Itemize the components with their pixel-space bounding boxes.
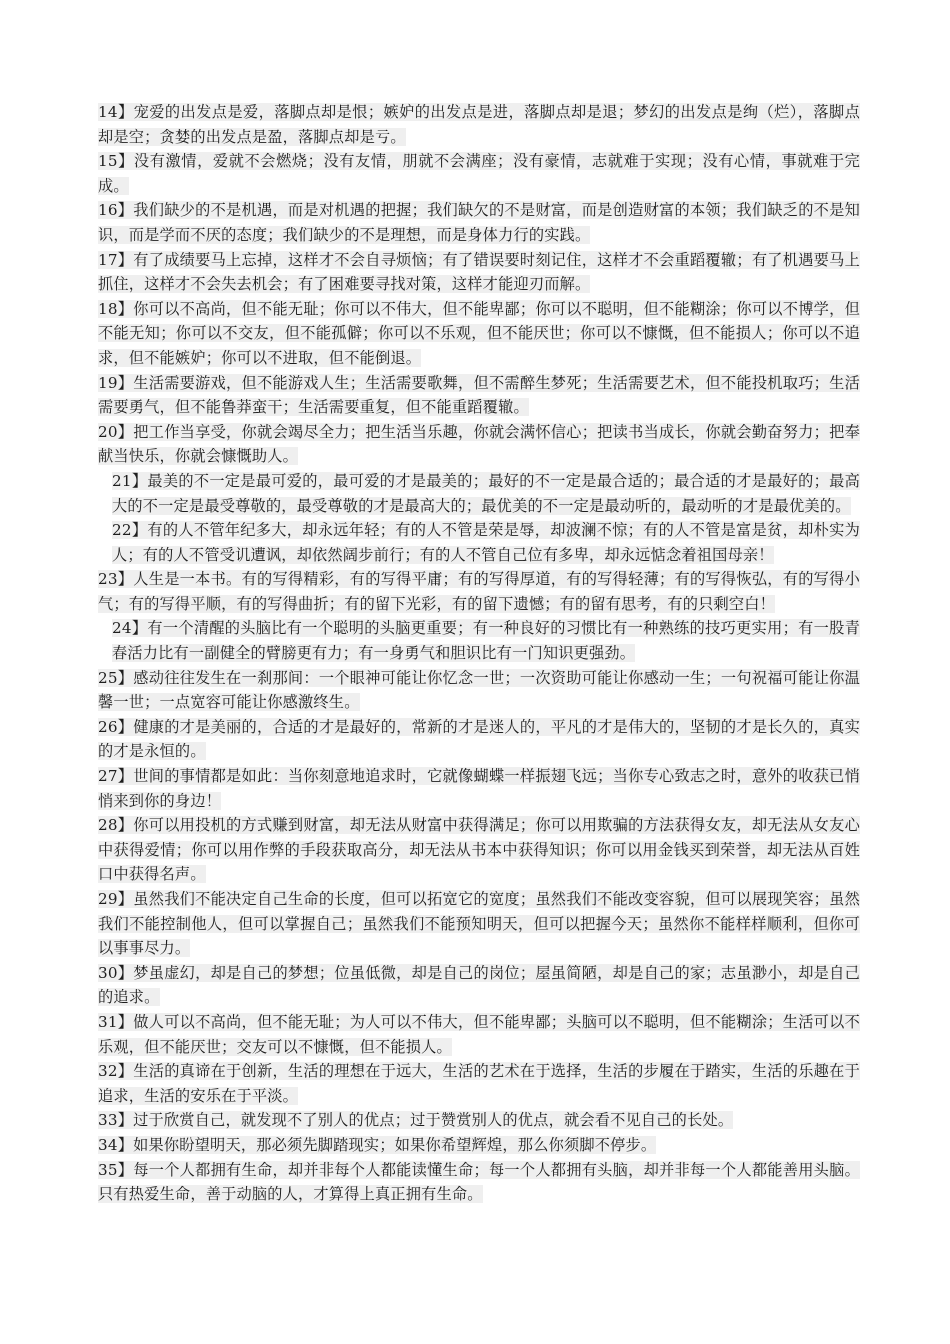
quote-number: 15 — [98, 152, 118, 171]
quote-entry-19 — [98, 371, 860, 420]
quote-number: 16 — [98, 201, 118, 220]
quote-entry-26 — [98, 715, 860, 764]
quote-text: 】健康的才是美丽的，合适的才是最好的，常新的才是迷人的，平凡的才是伟大的，坚韧的才是长久的，真实的才是永恒的。 — [98, 717, 860, 761]
quote-number: 17 — [98, 250, 118, 269]
quote-entry-23 — [98, 567, 860, 616]
quote-highlight — [98, 374, 860, 417]
quote-highlight — [98, 103, 860, 146]
quote-text: 】过于欣赏自己，就发现不了别人的优点；过于赞赏别人的优点，就会看不见自己的长处。 — [117, 1111, 734, 1130]
quote-text: 】人生是一本书。有的写得精彩，有的写得平庸；有的写得厚道，有的写得轻薄；有的写得恢弘，有的写得小气；有的写得平顺，有的写得曲折；有的留下光彩，有的留下遗憾；有的留有思考，有的只剩空白！ — [98, 570, 860, 613]
quote-text: 】我们缺少的不是机遇，而是对机遇的把握；我们缺欠的不是财富，而是创造财富的本领；我们缺乏的不是知识，而是学而不厌的态度；我们缺少的不是理想，而是身体力行的实践。 — [98, 201, 860, 244]
quote-entry-29 — [98, 887, 860, 961]
quote-text: 】没有激情，爱就不会燃烧；没有友情，朋就不会满座；没有豪情，志就难于实现；没有心情，事就难于完成。 — [98, 152, 860, 195]
quote-entry-22 — [98, 518, 860, 567]
quote-number: 22 — [112, 521, 132, 540]
quote-number: 24 — [112, 619, 132, 638]
quote-entry-17 — [98, 248, 860, 297]
quote-entry-25 — [98, 666, 860, 715]
quote-number: 31 — [98, 1012, 118, 1031]
quote-number: 19 — [98, 373, 118, 392]
quote-entry-15 — [98, 149, 860, 198]
quote-number: 25 — [98, 668, 118, 687]
quote-number: 26 — [98, 717, 118, 736]
quote-text: 】有了成绩要马上忘掉，这样才不会自寻烦恼；有了错误要时刻记住，这样才不会重蹈覆辙；有了机遇要马上抓住，这样才不会失去机会；有了困难要寻找对策，这样才能迎刃而解。 — [98, 250, 860, 294]
quote-entry-20 — [98, 420, 860, 469]
quote-highlight — [98, 300, 860, 367]
quote-highlight — [98, 1062, 860, 1105]
quote-text: 】你可以不高尚，但不能无耻；你可以不伟大，但不能卑鄙；你可以不聪明，但不能糊涂；你可以不博学，但不能无知；你可以不交友，但不能孤僻；你可以不乐观，但不能厌世；你可以不慷慨，但不能损人；你可以不追求，但不能嫉妒；你可以不进取，但不能倒退。 — [98, 299, 860, 367]
quote-highlight — [98, 570, 860, 613]
quote-text: 】梦虽虚幻，却是自己的梦想；位虽低微，却是自己的岗位；屋虽简陋，却是自己的家；志虽渺小，却是自己的追求。 — [98, 963, 860, 1007]
quote-text: 】虽然我们不能决定自己生命的长度，但可以拓宽它的宽度；虽然我们不能改变容貌，但可以展现笑容；虽然我们不能控制他人，但可以掌握自己；虽然我们不能预知明天，但可以把握今天；虽然你不能样样顺利，但你可以事事尽力。 — [98, 890, 860, 958]
quote-text: 】最美的不一定是最可爱的，最可爱的才是最美的；最好的不一定是最合适的；最合适的才是最好的；最高大的不一定是最受尊敬的，最受尊敬的才是最高大的；最优美的不一定是最动听的，最动听的才是最优美的。 — [112, 471, 860, 515]
quote-entry-30 — [98, 961, 860, 1010]
quote-entry-18 — [98, 297, 860, 371]
quote-text: 】生活的真谛在于创新，生活的理想在于远大，生活的艺术在于选择，生活的步履在于踏实，生活的乐趣在于追求，生活的安乐在于平淡。 — [98, 1062, 860, 1105]
quote-highlight — [112, 521, 860, 564]
quote-highlight — [98, 1136, 656, 1154]
quote-number: 30 — [98, 963, 118, 982]
quote-entry-14 — [98, 100, 860, 149]
quote-highlight — [98, 816, 860, 883]
quote-number: 21 — [112, 471, 132, 490]
quote-number: 28 — [98, 816, 118, 835]
quote-entry-31 — [98, 1010, 860, 1059]
quote-number: 34 — [98, 1135, 118, 1154]
quote-highlight — [112, 472, 860, 515]
quote-number: 35 — [98, 1160, 118, 1179]
quote-highlight — [98, 964, 860, 1007]
quote-number: 18 — [98, 299, 118, 318]
quote-highlight — [98, 718, 860, 761]
quote-highlight — [98, 201, 860, 244]
quote-number: 14 — [98, 103, 118, 121]
quote-number: 32 — [98, 1062, 118, 1081]
quote-number: 23 — [98, 570, 118, 589]
quote-text: 】做人可以不高尚，但不能无耻；为人可以不伟大，但不能卑鄙；头脑可以不聪明，但不能糊涂；生活可以不乐观，但不能厌世；交友可以不慷慨，但不能损人。 — [98, 1012, 860, 1056]
quote-entry-28 — [98, 813, 860, 887]
quote-text: 】每一个人都拥有生命，却并非每个人都能读懂生命；每一个人都拥有头脑，却并非每一个人都能善用头脑。只有热爱生命，善于动脑的人，才算得上真正拥有生命。 — [98, 1160, 860, 1204]
quote-highlight — [112, 619, 860, 662]
quote-number: 27 — [98, 767, 118, 786]
quote-text: 】生活需要游戏，但不能游戏人生；生活需要歌舞，但不需醉生梦死；生活需要艺术，但不能投机取巧；生活需要勇气，但不能鲁莽蛮干；生活需要重复，但不能重蹈覆辙。 — [98, 373, 860, 417]
quote-highlight — [98, 1161, 860, 1204]
quote-entry-21 — [98, 469, 860, 518]
quote-text: 】有一个清醒的头脑比有一个聪明的头脑更重要；有一种良好的习惯比有一种熟练的技巧更实用；有一股青春活力比有一副健全的臂膀更有力；有一身勇气和胆识比有一门知识更强劲。 — [112, 619, 860, 663]
quote-entry-32 — [98, 1059, 860, 1108]
quote-entry-35 — [98, 1158, 860, 1207]
quote-highlight — [98, 767, 860, 810]
quote-text: 】你可以用投机的方式赚到财富，却无法从财富中获得满足；你可以用欺骗的方法获得女友，却无法从女友心中获得爱情；你可以用作弊的手段获取高分，却无法从书本中获得知识；你可以用金钱买到荣誉，却无法从百姓口中获得名声。 — [98, 816, 860, 884]
quote-text: 】有的人不管年纪多大，却永远年轻；有的人不管是荣是辱，却波澜不惊；有的人不管是富是贫，却朴实为人；有的人不管受讥遭讽，却依然阔步前行；有的人不管自己位有多卑，却永远惦念着祖国母亲！ — [112, 521, 860, 564]
quote-entry-16 — [98, 198, 860, 247]
quote-highlight — [98, 1013, 860, 1056]
quote-entry-33 — [98, 1108, 860, 1133]
quote-number: 33 — [98, 1111, 118, 1130]
quote-text: 】如果你盼望明天，那必须先脚踏现实；如果你希望辉煌，那么你须脚不停步。 — [117, 1135, 657, 1154]
quote-highlight — [98, 890, 860, 957]
quote-text: 】宠爱的出发点是爱，落脚点却是恨；嫉妒的出发点是进，落脚点却是退；梦幻的出发点是绚（烂），落脚点却是空；贪婪的出发点是盈，落脚点却是亏。 — [98, 103, 860, 146]
quote-entry-34 — [98, 1133, 860, 1158]
quote-entry-24 — [98, 616, 860, 665]
quote-text: 】感动往往发生在一刹那间：一个眼神可能让你忆念一世；一次资助可能让你感动一生；一句祝福可能让你温馨一世；一点宽容可能让你感激终生。 — [98, 668, 860, 712]
quote-number: 29 — [98, 890, 118, 908]
quote-number: 20 — [98, 422, 118, 441]
quote-text: 】把工作当享受，你就会竭尽全力；把生活当乐趣，你就会满怀信心；把读书当成长，你就会勤奋努力；把奉献当快乐，你就会慷慨助人。 — [98, 422, 860, 466]
quote-highlight — [98, 1111, 733, 1129]
quote-text: 】世间的事情都是如此：当你刻意地追求时，它就像蝴蝶一样振翅飞远；当你专心致志之时，意外的收获已悄悄来到你的身边！ — [98, 767, 860, 810]
quote-highlight — [98, 423, 860, 466]
quote-highlight — [98, 152, 860, 195]
quote-entry-27 — [98, 764, 860, 813]
quote-highlight — [98, 669, 860, 712]
quote-highlight — [98, 251, 860, 294]
